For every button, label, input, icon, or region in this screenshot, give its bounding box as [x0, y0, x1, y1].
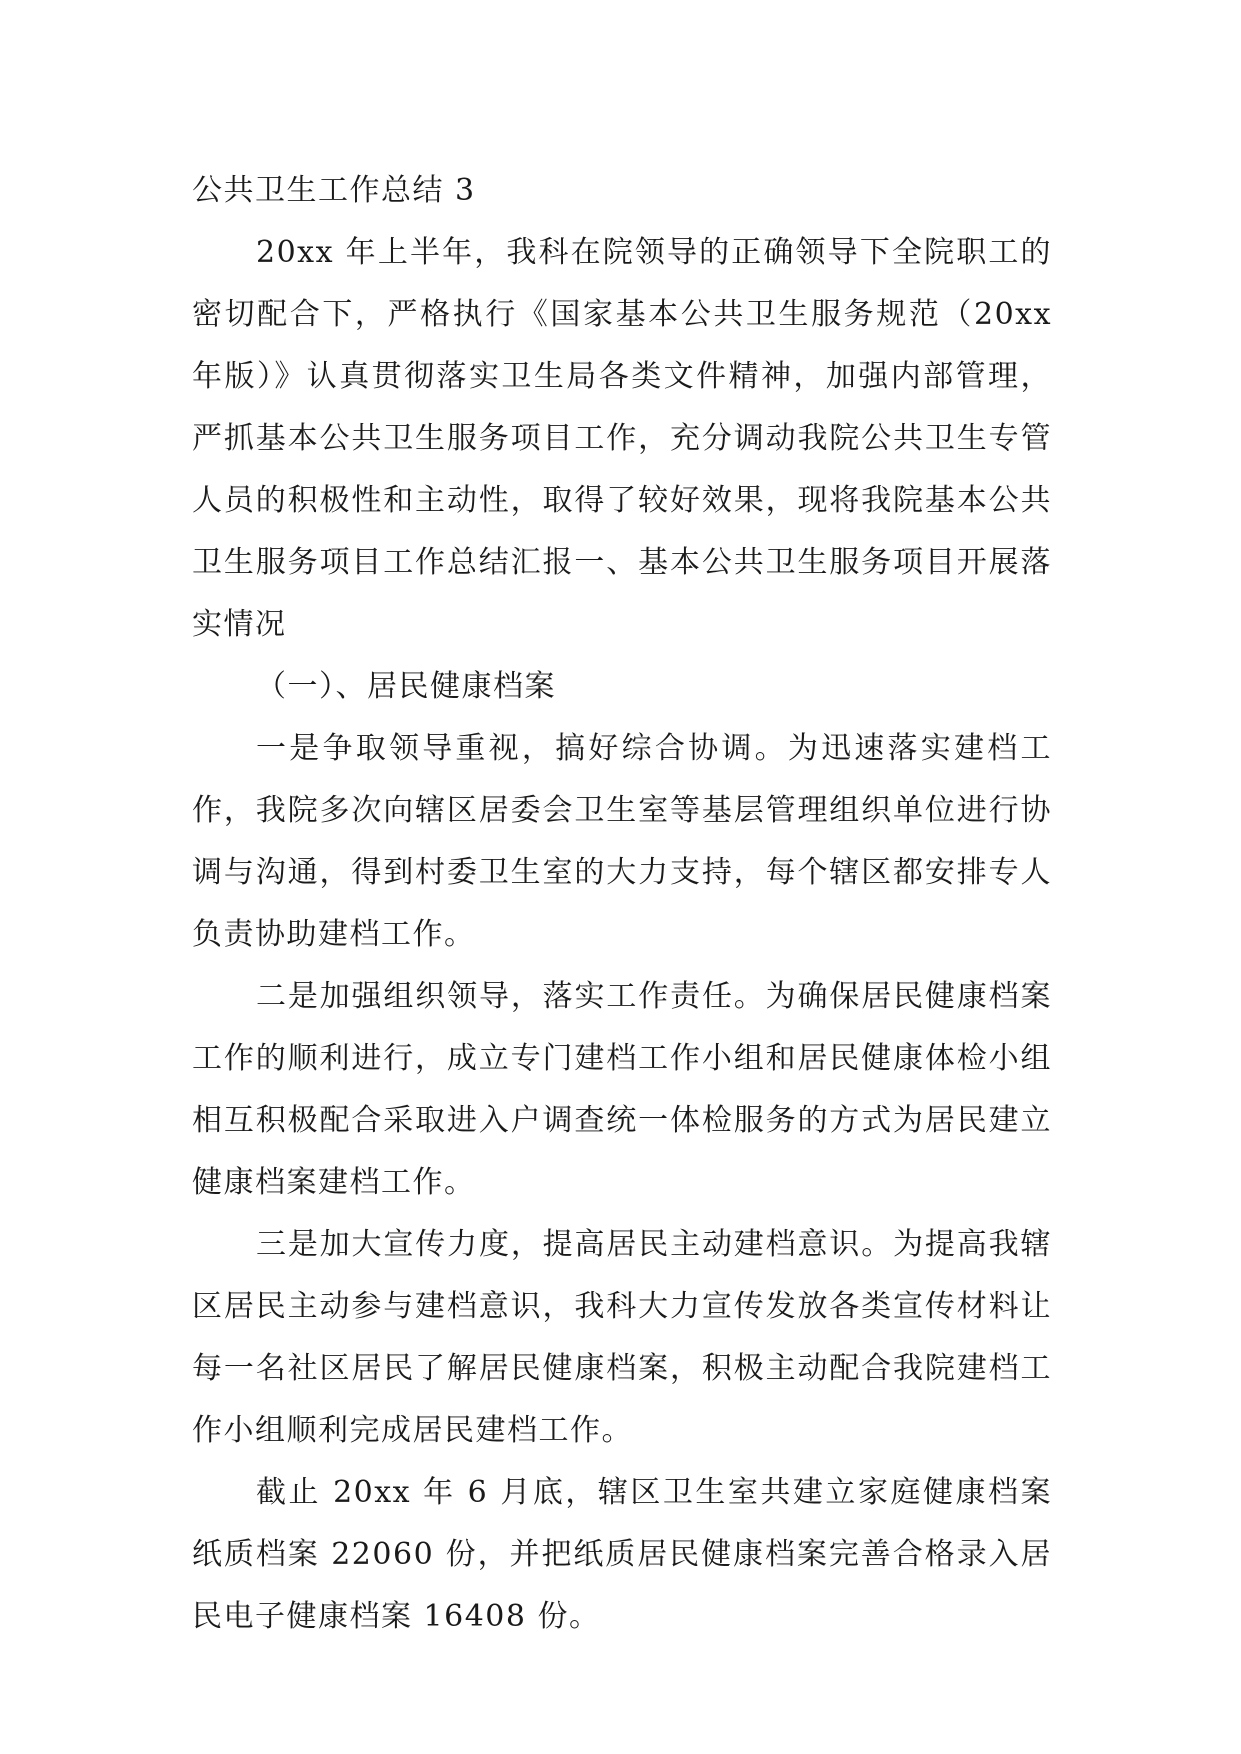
document-title: 公共卫生工作总结 3 — [192, 173, 476, 208]
intro-paragraph: 20xx 年上半年，我科在院领导的正确领导下全院职工的密切配合下，严格执行《国家基本公共卫生服务规范（20xx 年版）》认真贯彻落实卫生局各类文件精神，加强内部管理，严抓基本公共卫生服务项目工作，充分调动我院公共卫生专管人员的积极性和主动性，取得了较好效果，现将我院基本公共卫生服务项目工作总结汇报一、基本公共卫生服务项目开展落实情况 — [192, 235, 1052, 642]
document-body — [192, 160, 1052, 1648]
paragraph-4: 截止 20xx 年 6 月底，辖区卫生室共建立家庭健康档案纸质档案 22060 份，并把纸质居民健康档案完善合格录入居民电子健康档案 16408 份。 — [192, 1475, 1052, 1634]
paragraph-3: 三是加大宣传力度，提高居民主动建档意识。为提高我辖区居民主动参与建档意识，我科大力宣传发放各类宣传材料让每一名社区居民了解居民健康档案，积极主动配合我院建档工作小组顺利完成居民建档工作。 — [192, 1227, 1052, 1448]
paragraph-1: 一是争取领导重视，搞好综合协调。为迅速落实建档工作，我院多次向辖区居委会卫生室等基层管理组织单位进行协调与沟通，得到村委卫生室的大力支持，每个辖区都安排专人负责协助建档工作。 — [192, 731, 1052, 952]
paragraph-2: 二是加强组织领导，落实工作责任。为确保居民健康档案工作的顺利进行，成立专门建档工作小组和居民健康体检小组相互积极配合采取进入户调查统一体检服务的方式为居民建立健康档案建档工作。 — [192, 979, 1052, 1200]
section-heading: （一）、居民健康档案 — [256, 669, 556, 704]
